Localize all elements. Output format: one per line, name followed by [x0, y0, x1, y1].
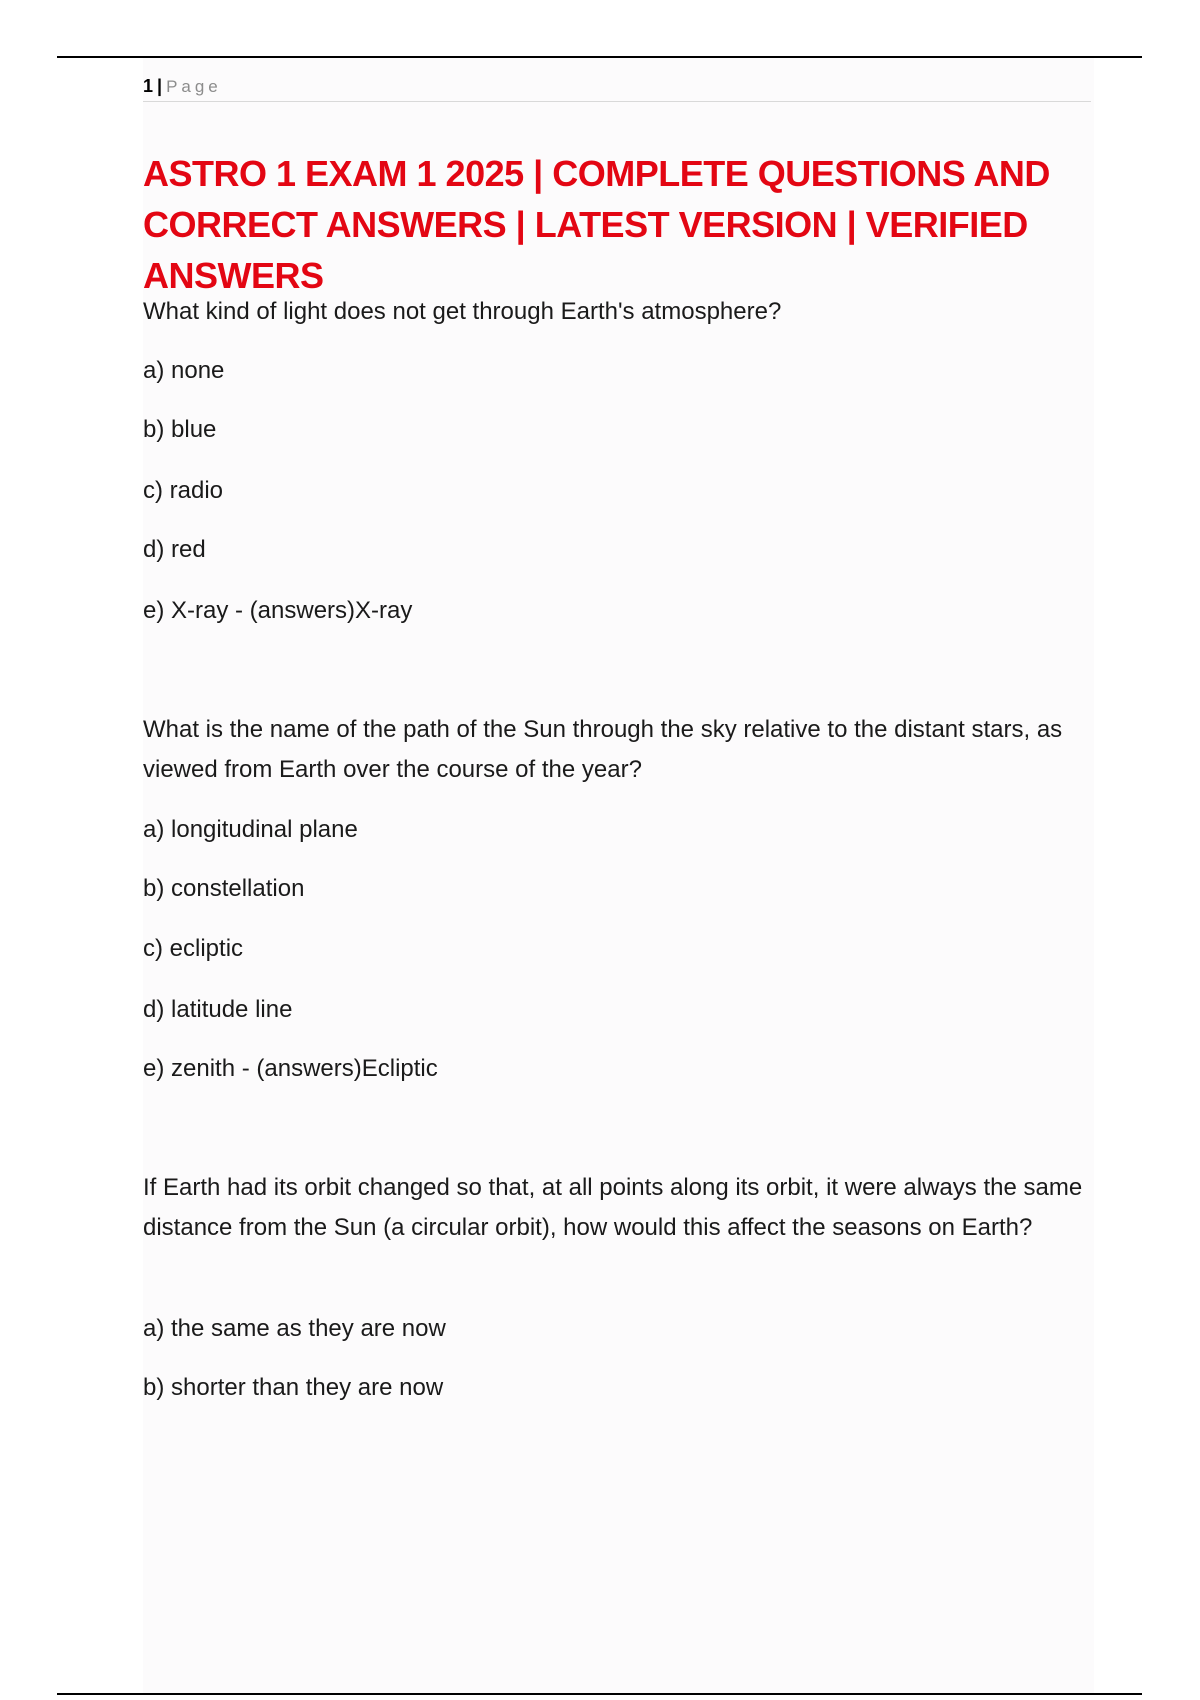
question-1-option-b: b) blue — [143, 416, 217, 443]
question-2-option-e-answer: e) zenith - (answers)Ecliptic — [143, 1055, 438, 1082]
question-2-option-a: a) longitudinal plane — [143, 816, 358, 843]
document-title: ASTRO 1 EXAM 1 2025 | COMPLETE QUESTIONS AND CORRECT ANSWERS | LATEST VERSION | VERIFIED ANSWERS — [143, 153, 1050, 296]
page-content — [143, 58, 1094, 1693]
question-3-option-b: b) shorter than they are now — [143, 1374, 444, 1401]
question-2-text: What is the name of the path of the Sun through the sky relative to the distant stars, as viewed from Earth over the course of the year? — [143, 716, 1063, 783]
question-2-option-d: d) latitude line — [143, 996, 293, 1023]
question-2-option-b: b) constellation — [143, 875, 305, 902]
page-number: 1 — [143, 76, 154, 96]
question-1-option-c: c) radio — [143, 477, 224, 504]
question-1-text: What kind of light does not get through Earth's atmosphere? — [143, 298, 782, 325]
page-label: Page — [166, 77, 222, 96]
question-2-option-c: c) ecliptic — [143, 935, 244, 962]
question-1-option-a: a) none — [143, 357, 225, 384]
question-3-option-a: a) the same as they are now — [143, 1315, 446, 1342]
page-header — [143, 73, 1091, 102]
question-1-option-e-answer: e) X-ray - (answers)X-ray — [143, 597, 413, 624]
question-1-option-d: d) red — [143, 536, 206, 563]
header-separator: | — [157, 76, 163, 96]
bottom-rule — [57, 1693, 1142, 1695]
question-3-text: If Earth had its orbit changed so that, at all points along its orbit, it were always the same distance from the Sun (a circular orbit), how would this affect the seasons on Earth? — [143, 1174, 1083, 1241]
